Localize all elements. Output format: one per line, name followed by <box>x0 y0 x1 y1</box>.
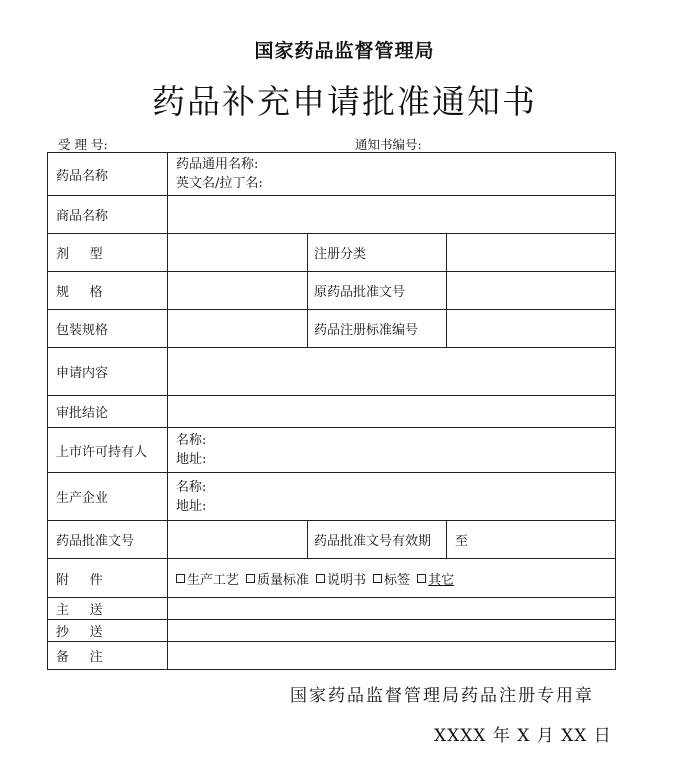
attachment-package-insert-label: 说明书 <box>327 572 367 588</box>
row-dosage-form <box>48 234 615 272</box>
document-title: 药品补充申请批准通知书 <box>152 82 537 121</box>
original-approval-number-value <box>447 272 615 309</box>
row-specification <box>48 272 615 310</box>
mah-label: 上市许可持有人 <box>48 428 168 472</box>
manufacturer-label: 生产企业 <box>48 473 168 520</box>
attachment-other-label: 其它 <box>428 572 455 588</box>
approval-conclusion-label: 审批结论 <box>48 396 168 427</box>
approval-conclusion-value <box>168 396 615 427</box>
row-remarks <box>48 642 615 669</box>
row-drug-name <box>48 153 615 196</box>
attachment-quality-standard-label: 质量标准 <box>257 572 310 588</box>
registration-category-label: 注册分类 <box>308 234 447 271</box>
drug-name-value-cell <box>168 153 615 195</box>
row-attachments <box>48 559 615 598</box>
dosage-form-value <box>168 234 308 271</box>
manufacturer-name-label: 名称: <box>176 479 207 495</box>
application-content-value <box>168 348 615 395</box>
attachment-label-label: 标签 <box>384 572 411 588</box>
application-content-label: 申请内容 <box>48 348 168 395</box>
packaging-spec-value <box>168 310 308 347</box>
attachment-production-process[interactable] <box>176 569 239 588</box>
registration-category-value <box>447 234 615 271</box>
packaging-spec-label: 包装规格 <box>48 310 168 347</box>
attachments-label: 附 件 <box>48 559 168 597</box>
row-marketing-authorization-holder <box>48 428 615 473</box>
row-trade-name <box>48 196 615 234</box>
trade-name-label: 商品名称 <box>48 196 168 233</box>
dosage-form-label: 剂 型 <box>48 234 168 271</box>
attachment-production-process-label: 生产工艺 <box>187 572 240 588</box>
approval-number-label: 药品批准文号 <box>48 521 168 558</box>
manufacturer-value-cell <box>168 473 615 520</box>
row-application-content <box>48 348 615 396</box>
attachment-quality-standard[interactable] <box>246 569 309 588</box>
checkbox-icon[interactable] <box>417 574 426 583</box>
row-cc <box>48 620 615 642</box>
issue-date: XXXX 年 X 月 XX 日 <box>434 726 612 746</box>
attachment-package-insert[interactable] <box>316 569 366 588</box>
mah-name-label: 名称: <box>176 433 207 448</box>
attachments-options <box>168 559 615 597</box>
notice-number-label: 通知书编号: <box>355 137 422 152</box>
attachment-other[interactable] <box>417 569 454 588</box>
remarks-value <box>168 642 615 669</box>
main-recipient-value <box>168 598 615 619</box>
registration-standard-number-value <box>447 310 615 347</box>
row-approval-number <box>48 521 615 559</box>
row-main-recipient <box>48 598 615 620</box>
manufacturer-address-label: 地址: <box>176 498 207 514</box>
specification-label: 规 格 <box>48 272 168 309</box>
approval-validity-label: 药品批准文号有效期 <box>308 521 447 558</box>
row-packaging <box>48 310 615 348</box>
approval-validity-value: 至 <box>455 534 469 549</box>
approval-form-table <box>47 152 616 670</box>
english-latin-name-label: 英文名/拉丁名: <box>176 176 263 191</box>
checkbox-icon[interactable] <box>373 574 382 583</box>
registration-standard-number-label: 药品注册标准编号 <box>308 310 447 347</box>
drug-name-label: 药品名称 <box>48 153 168 195</box>
mah-address-label: 地址: <box>176 452 207 467</box>
checkbox-icon[interactable] <box>176 574 185 583</box>
row-manufacturer <box>48 473 615 521</box>
attachment-label[interactable] <box>373 569 410 588</box>
mah-value-cell <box>168 428 615 472</box>
trade-name-value <box>168 196 615 233</box>
row-approval-conclusion <box>48 396 615 428</box>
cc-label: 抄 送 <box>48 620 168 641</box>
acceptance-number-label: 受 理 号: <box>58 137 108 152</box>
checkbox-icon[interactable] <box>246 574 255 583</box>
cc-value <box>168 620 615 641</box>
issuing-agency: 国家药品监督管理局 <box>254 40 435 62</box>
original-approval-number-label: 原药品批准文号 <box>308 272 447 309</box>
main-recipient-label: 主 送 <box>48 598 168 619</box>
registration-seal-text: 国家药品监督管理局药品注册专用章 <box>290 686 594 706</box>
specification-value <box>168 272 308 309</box>
approval-number-value <box>168 521 308 558</box>
checkbox-icon[interactable] <box>316 574 325 583</box>
generic-name-label: 药品通用名称: <box>176 157 259 172</box>
remarks-label: 备 注 <box>48 642 168 669</box>
